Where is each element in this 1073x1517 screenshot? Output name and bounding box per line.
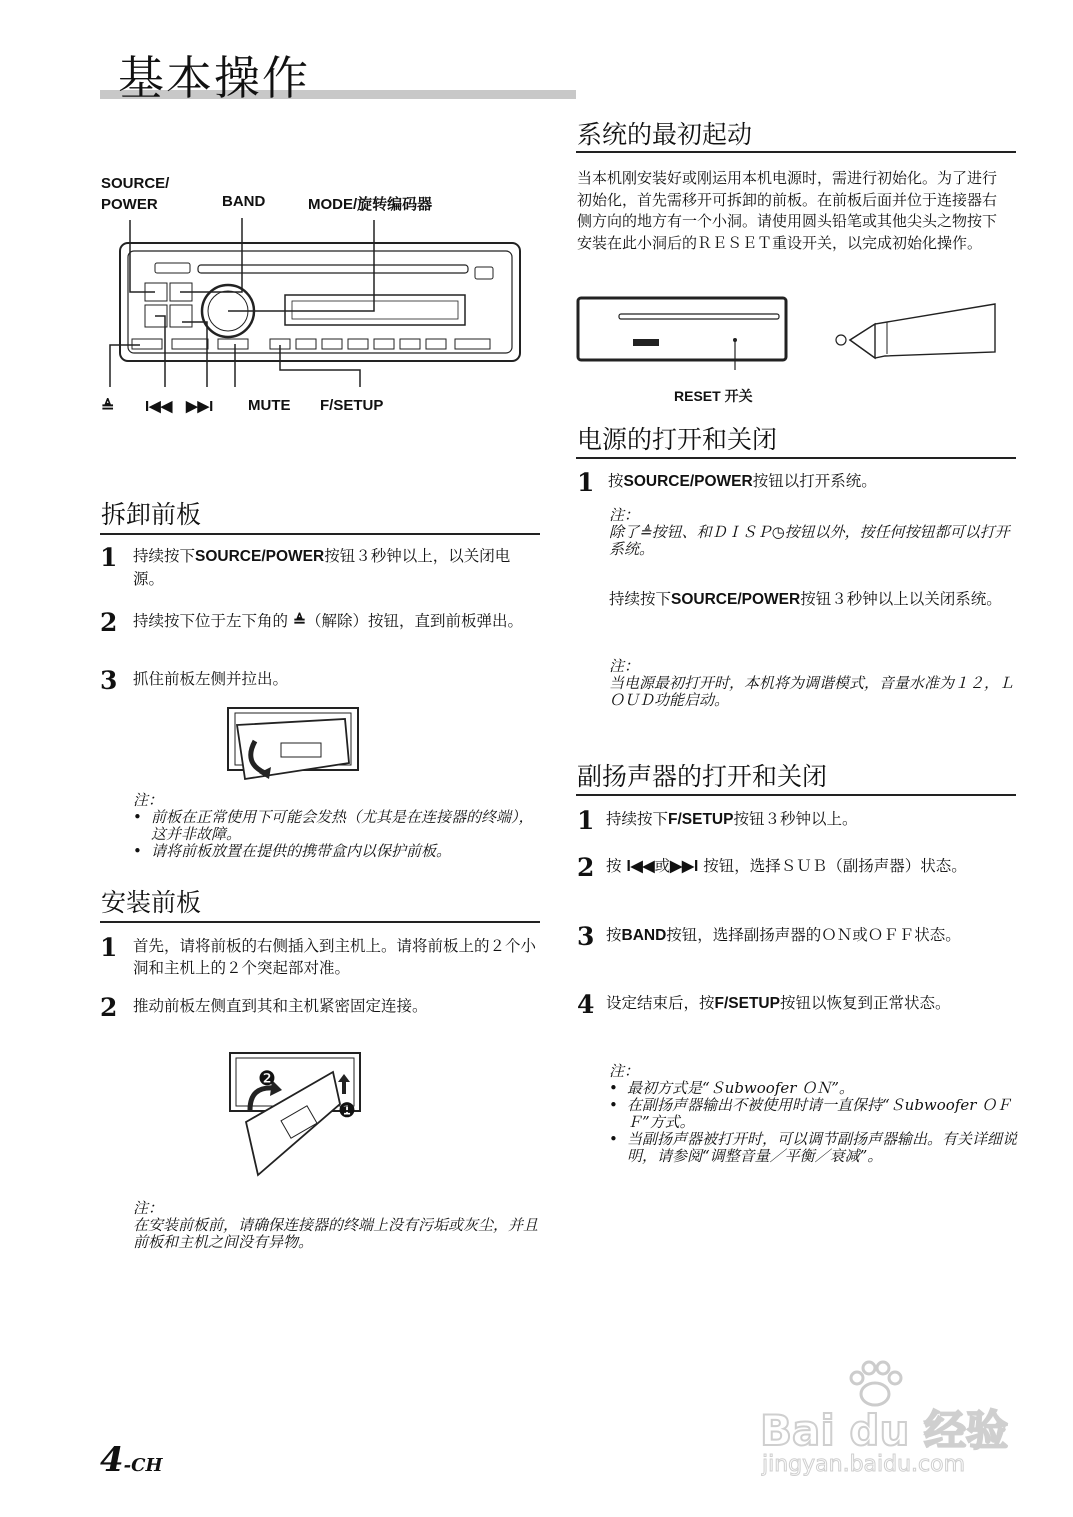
label-band: BAND [222,193,266,210]
sub-notes: 注： • 最初方式是“Ｓubwoofer ＯＮ”。 • 在副扬声器输出不被使用时请一直保持“Ｓubwoofer ＯＦＦ”方式。 • 当副扬声器被打开时，可以调节副扬声器输出。有关详细说明，请参阅“调整音量／平衡／衰减”。 [609,1063,1019,1165]
note-item: • 前板在正常使用下可能会发热（尤其是在连接器的终端），这并非故障。 [133,809,543,843]
sub-step-2: 2 按 I◀◀或▶▶I 按钮，选择ＳＵＢ（副扬声器）状态。 [577,853,967,882]
divider [576,457,1016,459]
divider [576,794,1016,796]
sub-step-1: 1 持续按下F/SETUP按钮３秒钟以上。 [577,806,858,835]
marker-2: ❷ [258,1066,276,1090]
label-prev: I◀◀ [145,398,173,415]
baidu-watermark [760,1360,1010,1480]
reset-label: RESET 开关 [674,388,753,404]
install-step-2: 2 推动前板左侧直到其和主机紧密固定连接。 [100,993,428,1022]
reset-illustration [575,290,1005,370]
divider [100,921,540,923]
heading-startup: 系统的最初起动 [577,120,753,149]
sub-step-4: 4 设定结束后，按F/SETUP按钮以恢复到正常状态。 [577,990,951,1019]
watermark-brand: Bai du 经验 [760,1406,1008,1455]
heading-power: 电源的打开和关闭 [577,425,778,454]
heading-remove-panel: 拆卸前板 [101,500,202,529]
heading-subwoofer: 副扬声器的打开和关闭 [577,762,828,791]
install-note: 注： 在安装前板前，请确保连接器的终端上没有污垢或灰尘，并且前板和主机之间没有异物。 [133,1199,539,1251]
label-mute: MUTE [248,397,291,414]
remove-step-2: 2 持续按下位于左下角的 ≜（解除）按钮，直到前板弹出。 [100,608,523,637]
note-item: • 当副扬声器被打开时，可以调节副扬声器输出。有关详细说明，请参阅“调整音量／平衡／衰减”。 [609,1131,1019,1165]
label-source-power: SOURCE/ [101,175,170,192]
label-next: ▶▶I [186,398,214,415]
page-number: 4-CH [100,1440,163,1480]
sub-step-3: 3 按BAND按钮，选择副扬声器的ＯＮ或ＯＦＦ状态。 [577,922,961,951]
label-mode: MODE/旋转编码器 [308,196,433,213]
divider [576,151,1016,153]
note-item: • 请将前板放置在提供的携带盒内以保护前板。 [133,843,543,860]
note-item: • 在副扬声器输出不被使用时请一直保持“Ｓubwoofer ＯＦＦ”方式。 [609,1097,1019,1131]
power-note-1: 注： 除了≜按钮、和ＤＩＳＰ◷按钮以外，按任何按钮都可以打开系统。 [609,506,1010,558]
remove-notes: 注： • 前板在正常使用下可能会发热（尤其是在连接器的终端），这并非故障。 • 请将前板放置在提供的携带盒内以保护前板。 [133,792,543,860]
remove-step-1: 1 持续按下SOURCE/POWER按钮３秒钟以上，以关闭电源。 [100,543,511,588]
page-title: 基本操作 [118,51,310,105]
remove-step-3: 3 抓住前板左侧并拉出。 [100,666,289,695]
startup-text: 当本机刚安装好或刚运用本机电源时，需进行初始化。为了进行初始化，首先需移开可拆卸的前板。在前板后面并位于连接器右侧方向的地方有一个小洞。请使用圆头铅笔或其他尖头之物按下安装在此小洞后的ＲＥＳＥＴ重设开关，以完成初始化操作。 [577,169,998,252]
heading-install-panel: 安装前板 [101,888,202,917]
watermark-url: jingyan.baidu.com [762,1452,966,1477]
power-note-2: 注： 当电源最初打开时，本机将为调谐模式，音量水准为１２，ＬＯＵＤ功能启动。 [609,657,1015,709]
divider [100,533,540,535]
note-item: • 最初方式是“Ｓubwoofer ＯＮ”。 [609,1080,1019,1097]
power-step-1: 1 按SOURCE/POWER按钮以打开系统。 [577,468,877,497]
label-fsetup: F/SETUP [320,397,384,414]
marker-1: ❶ [338,1098,356,1122]
power-off-text: 持续按下SOURCE/POWER按钮３秒钟以上以关闭系统。 [609,590,1002,608]
label-source-power-2: POWER [101,196,158,213]
remove-panel-illustration [225,705,365,785]
front-panel-diagram [100,215,540,395]
install-step-1: 1 首先，请将前板的右侧插入到主机上。请将前板上的２个小洞和主机上的２个突起部对准。 [100,933,537,977]
label-eject: ≜ [101,399,115,416]
